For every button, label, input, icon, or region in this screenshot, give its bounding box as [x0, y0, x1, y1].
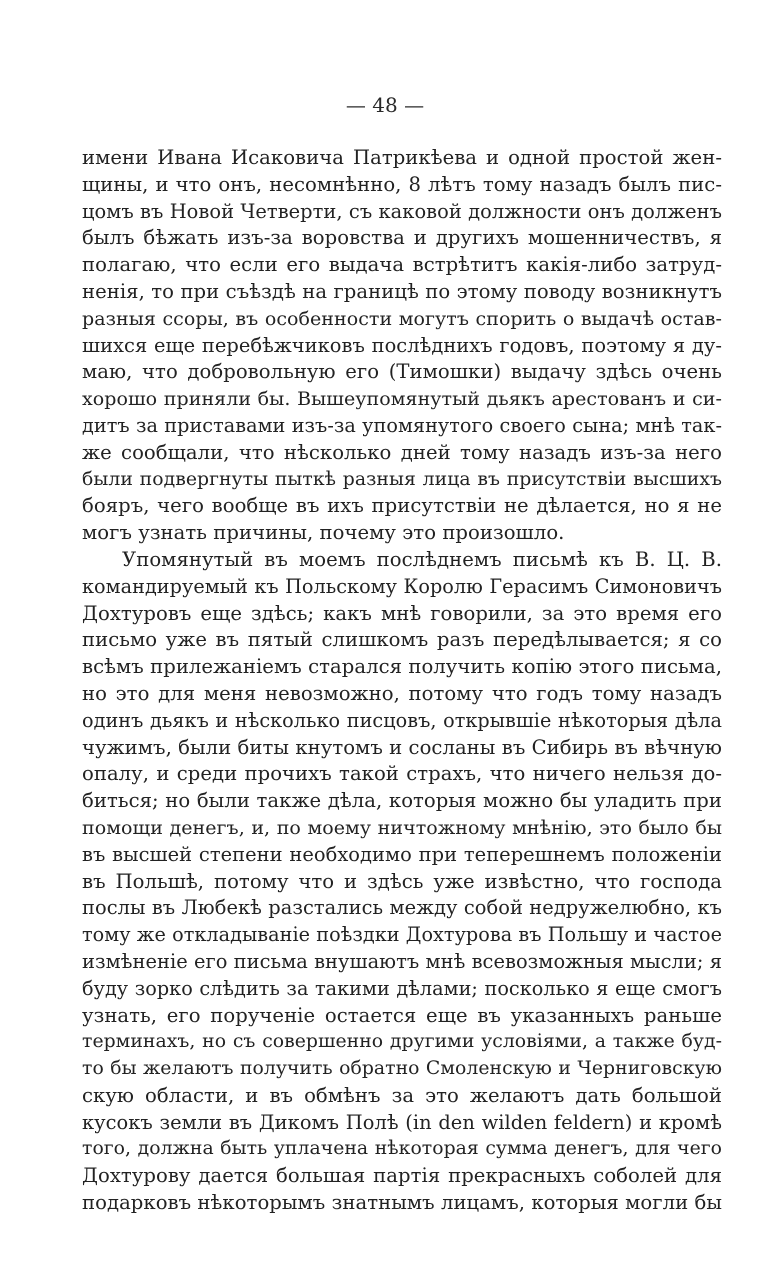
- text-line: ненія, то при съѣздѣ на границѣ по этому поводу возникнутъ: [82, 279, 722, 303]
- text-line: кусокъ земли въ Дикомъ Полѣ (in den wilden feldern) и кромѣ: [82, 1110, 722, 1134]
- text-line: маю, что добровольную его (Тимошки) выдачу здѣсь очень: [82, 360, 722, 384]
- text-line: полагаю, что если его выдача встрѣтитъ какія-либо затруд-: [82, 253, 722, 277]
- text-line: одинъ дьякъ и нѣсколько писцовъ, открывшіе нѣкоторыя дѣла: [82, 708, 722, 732]
- text-line: опалу, и среди прочихъ такой страхъ, что ничего нельзя до-: [82, 762, 722, 786]
- text-line: же сообщали, что нѣсколько дней тому назадъ изъ-за него: [82, 440, 722, 464]
- text-line: буду зорко слѣдить за такими дѣлами; посколько я еще смогъ: [82, 976, 722, 1000]
- text-line: шихся еще перебѣжчиковъ послѣднихъ годовъ, поэтому я ду-: [82, 333, 722, 357]
- text-line: щины, и что онъ, несомнѣнно, 8 лѣтъ тому назадъ былъ пис-: [82, 172, 722, 196]
- text-line: командируемый къ Польскому Королю Герасимъ Симоновичъ: [82, 574, 722, 598]
- text-line: Дохтуровъ еще здѣсь; какъ мнѣ говорили, за это время его: [82, 601, 722, 625]
- text-line: послы въ Любекѣ разстались между собой недружелюбно, къ: [82, 896, 722, 920]
- text-line: были подвергнуты пыткѣ разныя лица въ присутствіи высшихъ: [82, 468, 722, 490]
- text-line: помощи денегъ, и, по моему ничтожному мнѣнію, это было бы: [82, 816, 722, 839]
- page-number: — 48 —: [345, 93, 425, 117]
- text-line: подарковъ нѣкоторымъ знатнымъ лицамъ, которыя могли бы: [82, 1191, 722, 1215]
- paragraph-last-line: могъ узнать причины, почему это произошло.: [82, 521, 565, 545]
- text-line: разныя ссоры, въ особенности могутъ спорить о выдачѣ остав-: [82, 307, 722, 330]
- text-line: бояръ, чего вообще въ ихъ присутствіи не дѣлается, но я не: [82, 494, 722, 518]
- text-line: тому же откладываніе поѣздки Дохтурова въ Польшу и частое: [82, 923, 722, 947]
- text-line: въ высшей степени необходимо при теперешнемъ положеніи: [82, 842, 722, 866]
- text-line: скую области, и въ обмѣнъ за это желаютъ дать большой: [82, 1083, 722, 1107]
- text-line: измѣненіе его письма внушаютъ мнѣ всевозможныя мысли; я: [82, 949, 722, 973]
- text-line: цомъ въ Новой Четверти, съ каковой должности онъ долженъ: [82, 199, 722, 223]
- text-line: то бы желаютъ получить обратно Смоленскую и Черниговскую: [82, 1058, 722, 1080]
- text-line: терминахъ, но съ совершенно другими условіями, а также буд-: [82, 1031, 722, 1053]
- text-line: узнать, его порученіе остается еще въ указанныхъ раньше: [82, 1003, 722, 1027]
- text-line: Дохтурову дается большая партія прекрасныхъ соболей для: [82, 1164, 722, 1188]
- text-line: хорошо приняли бы. Вышеупомянутый дьякъ арестованъ и си-: [82, 388, 722, 411]
- text-line: того, должна быть уплачена нѣкоторая сумма денегъ, для чего: [82, 1138, 722, 1160]
- text-line: но это для меня невозможно, потому что годъ тому назадъ: [82, 681, 722, 705]
- text-line: биться; но были также дѣла, которыя можно бы уладить при: [82, 789, 722, 813]
- text-line: имени Ивана Исаковича Патрикѣева и одной простой жен-: [82, 146, 722, 169]
- body-text: [82, 145, 722, 1217]
- text-line: письмо уже въ пятый слишкомъ разъ передѣлывается; я со: [82, 628, 722, 652]
- text-line: чужимъ, были биты кнутомъ и сосланы въ Сибирь въ вѣчную: [82, 735, 722, 759]
- text-line: былъ бѣжать изъ-за воровства и другихъ мошенничествъ, я: [82, 226, 722, 250]
- text-line: въ Польшѣ, потому что и здѣсь уже извѣстно, что господа: [82, 869, 722, 893]
- text-line: дитъ за приставами изъ-за упомянутого своего сына; мнѣ так-: [82, 413, 722, 437]
- paragraph-first-line: Упомянутый въ моемъ послѣднемъ письмѣ къ В. Ц. В.: [122, 547, 722, 571]
- text-line: всѣмъ прилежаніемъ старался получить копію этого письма,: [82, 655, 722, 679]
